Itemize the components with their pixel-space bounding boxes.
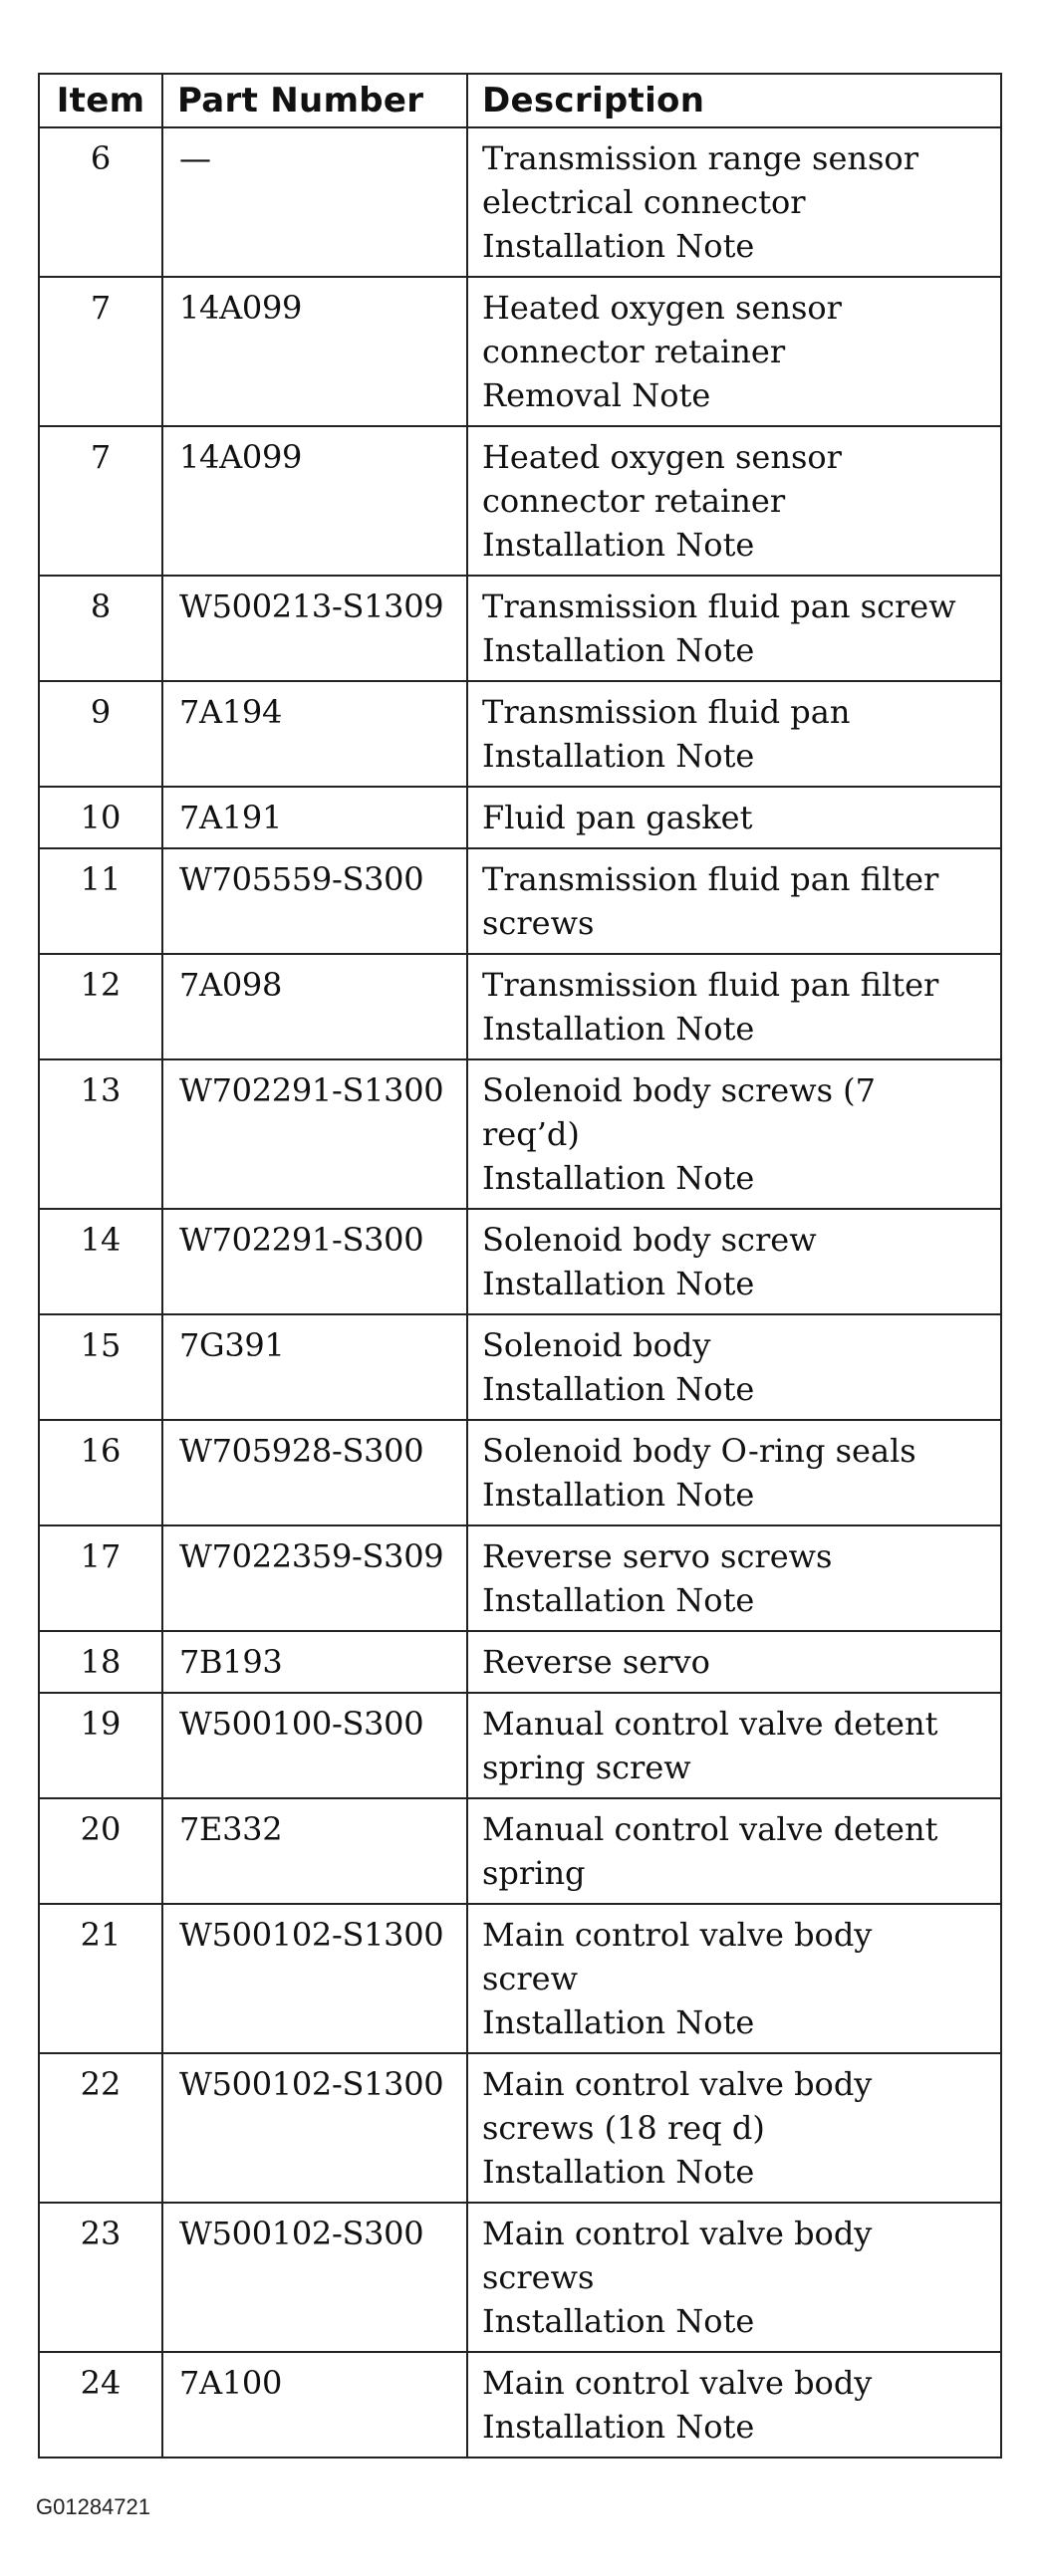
description-cell bbox=[467, 1693, 1001, 1798]
item-cell: 24 bbox=[39, 2352, 162, 2458]
item-cell: 18 bbox=[39, 1631, 162, 1693]
description-cell bbox=[467, 1420, 1001, 1525]
item-cell: 8 bbox=[39, 576, 162, 681]
item-cell: 14 bbox=[39, 1209, 162, 1314]
part-number-cell: 14A099 bbox=[162, 426, 467, 576]
table-row bbox=[39, 1798, 1001, 1904]
description-line: Main control valve body bbox=[482, 2215, 873, 2252]
item-cell: 20 bbox=[39, 1798, 162, 1904]
item-cell: 12 bbox=[39, 954, 162, 1059]
table-row bbox=[39, 1059, 1001, 1209]
description-line: Transmission fluid pan screw bbox=[482, 587, 956, 625]
table-row bbox=[39, 1209, 1001, 1314]
description-line: Installation Note bbox=[482, 1010, 755, 1048]
description-line: Installation Note bbox=[482, 1159, 755, 1197]
description-line: Manual control valve detent bbox=[482, 1705, 938, 1743]
description-cell bbox=[467, 277, 1001, 426]
description-cell bbox=[467, 787, 1001, 848]
description-cell bbox=[467, 127, 1001, 277]
description-line: Manual control valve detent bbox=[482, 1810, 938, 1848]
parts-table bbox=[38, 73, 1002, 2459]
table-row bbox=[39, 1420, 1001, 1525]
table-row bbox=[39, 1904, 1001, 2053]
description-cell bbox=[467, 426, 1001, 576]
description-line: spring bbox=[482, 1854, 586, 1892]
description-cell bbox=[467, 1631, 1001, 1693]
description-line: connector retainer bbox=[482, 333, 786, 370]
description-line: Installation Note bbox=[482, 526, 755, 564]
table-row bbox=[39, 576, 1001, 681]
item-cell: 23 bbox=[39, 2203, 162, 2352]
part-number-cell: 14A099 bbox=[162, 277, 467, 426]
description-line: Solenoid body O-ring seals bbox=[482, 1432, 916, 1470]
description-cell bbox=[467, 2352, 1001, 2458]
description-line: Installation Note bbox=[482, 1370, 755, 1408]
table-row bbox=[39, 2053, 1001, 2203]
item-cell: 7 bbox=[39, 277, 162, 426]
part-number-cell: W702291-S1300 bbox=[162, 1059, 467, 1209]
description-cell bbox=[467, 1798, 1001, 1904]
table-row bbox=[39, 127, 1001, 277]
description-line: Main control valve body bbox=[482, 2065, 873, 2103]
description-line: Main control valve body bbox=[482, 1916, 873, 1954]
item-cell: 21 bbox=[39, 1904, 162, 2053]
item-cell: 16 bbox=[39, 1420, 162, 1525]
figure-code: G01284721 bbox=[36, 2494, 150, 2519]
part-number-cell: W500213-S1309 bbox=[162, 576, 467, 681]
description-line: screws bbox=[482, 904, 595, 942]
item-cell: 11 bbox=[39, 848, 162, 954]
part-number-cell: 7G391 bbox=[162, 1314, 467, 1420]
description-line: Installation Note bbox=[482, 631, 755, 669]
table-row bbox=[39, 277, 1001, 426]
description-cell bbox=[467, 1525, 1001, 1631]
part-number-cell: W702291-S300 bbox=[162, 1209, 467, 1314]
item-cell: 13 bbox=[39, 1059, 162, 1209]
part-number-cell: W500102-S1300 bbox=[162, 2053, 467, 2203]
description-line: Installation Note bbox=[482, 2408, 755, 2446]
description-cell bbox=[467, 2053, 1001, 2203]
item-cell: 10 bbox=[39, 787, 162, 848]
table-body bbox=[39, 127, 1001, 2458]
item-cell: 6 bbox=[39, 127, 162, 277]
item-cell: 17 bbox=[39, 1525, 162, 1631]
description-line: Installation Note bbox=[482, 2302, 755, 2340]
description-line: Solenoid body screws (7 bbox=[482, 1071, 877, 1109]
description-line: Installation Note bbox=[482, 2003, 755, 2041]
table-row bbox=[39, 426, 1001, 576]
item-cell: 15 bbox=[39, 1314, 162, 1420]
table-row bbox=[39, 954, 1001, 1059]
description-line: spring screw bbox=[482, 1749, 691, 1786]
description-line: Transmission fluid pan filter bbox=[482, 860, 939, 898]
part-number-cell: W500102-S1300 bbox=[162, 1904, 467, 2053]
table-row bbox=[39, 848, 1001, 954]
description-cell bbox=[467, 954, 1001, 1059]
item-cell: 19 bbox=[39, 1693, 162, 1798]
description-line: Installation Note bbox=[482, 1476, 755, 1514]
description-line: Transmission fluid pan filter bbox=[482, 966, 939, 1004]
table-row bbox=[39, 2352, 1001, 2458]
table-row bbox=[39, 1693, 1001, 1798]
description-line: screw bbox=[482, 1960, 578, 1997]
description-line: Solenoid body screw bbox=[482, 1221, 817, 1259]
description-line: Reverse servo screws bbox=[482, 1537, 833, 1575]
table-row bbox=[39, 2203, 1001, 2352]
description-line: req’d) bbox=[482, 1115, 580, 1153]
description-cell bbox=[467, 681, 1001, 787]
table-row bbox=[39, 1314, 1001, 1420]
description-line: Reverse servo bbox=[482, 1643, 710, 1681]
description-line: Transmission range sensor bbox=[482, 139, 918, 177]
table-header-row bbox=[39, 74, 1001, 127]
part-number-cell: 7B193 bbox=[162, 1631, 467, 1693]
description-line: screws bbox=[482, 2258, 595, 2296]
table-row bbox=[39, 787, 1001, 848]
description-cell bbox=[467, 2203, 1001, 2352]
part-number-cell: — bbox=[162, 127, 467, 277]
description-cell bbox=[467, 1059, 1001, 1209]
part-number-cell: 7A194 bbox=[162, 681, 467, 787]
table-row bbox=[39, 1631, 1001, 1693]
description-line: Solenoid body bbox=[482, 1326, 711, 1364]
description-line: Main control valve body bbox=[482, 2364, 873, 2402]
description-cell bbox=[467, 1904, 1001, 2053]
header-item: Item bbox=[39, 74, 162, 127]
description-cell bbox=[467, 1209, 1001, 1314]
description-line: Installation Note bbox=[482, 1581, 755, 1619]
part-number-cell: 7A100 bbox=[162, 2352, 467, 2458]
part-number-cell: W500102-S300 bbox=[162, 2203, 467, 2352]
description-line: Transmission fluid pan bbox=[482, 693, 851, 731]
description-line: Installation Note bbox=[482, 1265, 755, 1302]
description-line: connector retainer bbox=[482, 482, 786, 520]
description-cell bbox=[467, 1314, 1001, 1420]
header-part-number: Part Number bbox=[162, 74, 467, 127]
part-number-cell: W705928-S300 bbox=[162, 1420, 467, 1525]
description-cell bbox=[467, 576, 1001, 681]
table-row bbox=[39, 681, 1001, 787]
description-line: screws (18 req d) bbox=[482, 2109, 765, 2147]
part-number-cell: W7022359-S309 bbox=[162, 1525, 467, 1631]
part-number-cell: 7E332 bbox=[162, 1798, 467, 1904]
description-line: Removal Note bbox=[482, 376, 711, 414]
item-cell: 22 bbox=[39, 2053, 162, 2203]
description-line: Heated oxygen sensor bbox=[482, 438, 842, 476]
description-cell bbox=[467, 848, 1001, 954]
part-number-cell: 7A191 bbox=[162, 787, 467, 848]
part-number-cell: 7A098 bbox=[162, 954, 467, 1059]
item-cell: 9 bbox=[39, 681, 162, 787]
description-line: Fluid pan gasket bbox=[482, 799, 753, 836]
item-cell: 7 bbox=[39, 426, 162, 576]
description-line: Installation Note bbox=[482, 737, 755, 775]
description-line: Installation Note bbox=[482, 227, 755, 265]
header-description: Description bbox=[467, 74, 1001, 127]
part-number-cell: W705559-S300 bbox=[162, 848, 467, 954]
description-line: Installation Note bbox=[482, 2153, 755, 2191]
table-row bbox=[39, 1525, 1001, 1631]
part-number-cell: W500100-S300 bbox=[162, 1693, 467, 1798]
description-line: electrical connector bbox=[482, 183, 806, 221]
description-line: Heated oxygen sensor bbox=[482, 289, 842, 327]
